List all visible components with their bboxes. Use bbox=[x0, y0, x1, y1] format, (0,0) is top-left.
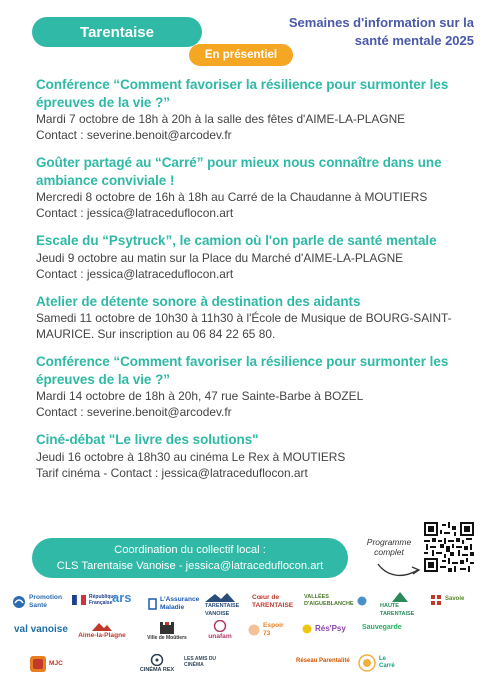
ars-logo bbox=[112, 590, 142, 605]
page-title bbox=[264, 14, 474, 50]
circle-mark-icon bbox=[357, 596, 367, 606]
logo-label: unafam bbox=[208, 633, 232, 640]
event-item bbox=[36, 431, 466, 481]
event-list bbox=[36, 76, 466, 492]
logo-label: Réseau Parentalité bbox=[296, 658, 350, 664]
logo-label: Ville de Moûtiers bbox=[147, 635, 187, 641]
savoie-logo bbox=[430, 594, 474, 606]
logo-label: VALLÉES D'AIGUEBLANCHE bbox=[304, 594, 354, 607]
haute-tarentaise-logo bbox=[380, 592, 420, 618]
espoir-73-logo bbox=[248, 622, 288, 637]
ville-de-moutiers-logo bbox=[142, 620, 192, 643]
event-item bbox=[36, 293, 466, 343]
logo-label: Rés'Psy bbox=[315, 624, 346, 634]
logo-label: Aime-la-Plagne bbox=[78, 632, 126, 639]
logo-label: TARENTAISE VANOISE bbox=[205, 603, 240, 617]
logo-label: Cœur de TARENTAISE bbox=[252, 594, 294, 609]
unafam-logo bbox=[200, 620, 240, 641]
event-contact[interactable]: Contact : severine.benoit@arcodev.fr bbox=[36, 128, 232, 142]
vallees-aigueblanche-logo bbox=[304, 594, 356, 607]
mjc-logo bbox=[30, 656, 74, 672]
region-badge: Tarentaise bbox=[32, 17, 202, 47]
event-item bbox=[36, 154, 466, 221]
reseau-parentalite-logo bbox=[296, 658, 350, 666]
event-contact[interactable]: Contact : severine.benoit@arcodev.fr bbox=[36, 405, 232, 419]
castle-icon bbox=[159, 620, 175, 634]
cinema-rex-logo bbox=[137, 654, 177, 675]
event-detail: Mardi 14 octobre de 18h à 20h, 47 rue Sainte-Barbe à BOZEL bbox=[36, 389, 364, 403]
event-item bbox=[36, 353, 466, 420]
event-detail: Mercredi 8 octobre de 16h à 18h au Carré de la Chaudanne à MOUTIERS bbox=[36, 190, 428, 204]
le-carre-logo bbox=[358, 654, 398, 672]
unafam-mark-icon bbox=[213, 620, 227, 632]
logo-label: ars bbox=[112, 590, 132, 605]
event-title: Escale du “Psytruck”, le camion où l'on parle de santé mentale bbox=[36, 233, 437, 248]
logo-label: L'Assurance Maladie bbox=[160, 596, 200, 611]
event-title: Atelier de détente sonore à destination des aidants bbox=[36, 293, 361, 309]
logo-label: Espoir 73 bbox=[263, 622, 284, 637]
val-vanoise-logo bbox=[14, 626, 70, 634]
event-detail: Mardi 7 octobre de 18h à 20h à la salle des fêtes d'AIME-LA-PLAGNE bbox=[36, 112, 406, 126]
event-title: Conférence “Comment favoriser la résilience pour surmonter les épreuves de la vie ?” bbox=[36, 77, 449, 110]
republique-francaise-logo bbox=[72, 594, 117, 606]
coordination-contact[interactable]: CLS Tarentaise Vanoise - jessica@latraceduflocon.art bbox=[56, 560, 324, 572]
event-contact[interactable]: Tarif cinéma - Contact : jessica@latraceduflocon.art bbox=[36, 465, 308, 480]
coeur-de-tarentaise-logo bbox=[252, 594, 300, 609]
res-psy-mark-icon bbox=[302, 624, 312, 634]
tarentaise-vanoise-logo bbox=[205, 592, 245, 618]
mountain-icon bbox=[205, 592, 235, 602]
coordination-label: Coordination du collectif local : bbox=[114, 544, 266, 556]
amis-du-cinema-logo bbox=[184, 656, 234, 668]
event-item bbox=[36, 232, 466, 282]
logo-label: Sauvegarde bbox=[362, 624, 402, 631]
event-title: Conférence “Comment favoriser la résilience pour surmonter les épreuves de la vie ?” bbox=[36, 354, 449, 387]
event-detail: Jeudi 9 octobre au matin sur la Place du Marché d'AIME-LA-PLAGNE bbox=[36, 250, 404, 265]
assurance-maladie-logo bbox=[148, 596, 200, 611]
aime-la-plagne-logo bbox=[78, 622, 126, 640]
page-title-line-2: santé mentale 2025 bbox=[354, 33, 474, 48]
savoie-mark-icon bbox=[430, 594, 442, 606]
format-badge: En présentiel bbox=[189, 44, 293, 66]
aime-la-plagne-mark-icon bbox=[92, 622, 112, 631]
promotion-sante-mark-icon bbox=[12, 595, 26, 609]
logo-label: val vanoise bbox=[14, 624, 68, 635]
event-detail: Jeudi 16 octobre à 18h30 au cinéma Le Rex à MOUTIERS bbox=[36, 449, 346, 464]
programme-label-line-2: complet bbox=[374, 547, 404, 557]
logo-label: MJC bbox=[49, 660, 63, 668]
assurance-maladie-mark-icon bbox=[148, 598, 157, 610]
sauvegarde-logo bbox=[362, 624, 414, 632]
film-reel-icon bbox=[150, 654, 164, 666]
espoir-mark-icon bbox=[248, 623, 260, 637]
page-title-line-1: Semaines d'information sur la bbox=[288, 15, 474, 30]
programme-label bbox=[360, 537, 418, 557]
programme-label-line-1: Programme bbox=[366, 537, 412, 547]
event-title: Ciné-débat "Le livre des solutions" bbox=[36, 432, 259, 447]
res-psy-logo bbox=[302, 624, 352, 634]
event-contact[interactable]: Contact : jessica@latraceduflocon.art bbox=[36, 206, 234, 220]
promotion-sante-logo bbox=[12, 594, 64, 609]
logo-label: Le Carré bbox=[379, 655, 395, 669]
logo-label: Savoie bbox=[445, 596, 465, 603]
event-item bbox=[36, 76, 466, 143]
qr-code-icon[interactable] bbox=[424, 522, 474, 572]
curved-arrow-icon bbox=[376, 560, 422, 580]
event-contact[interactable]: Contact : jessica@latraceduflocon.art bbox=[36, 266, 234, 281]
mjc-mark-icon bbox=[30, 656, 46, 672]
french-flag-icon bbox=[72, 595, 86, 605]
logo-label: HAUTE TARENTAISE bbox=[380, 603, 415, 617]
event-title: Goûter partagé au “Carré” pour mieux nous connaître dans une ambiance conviviale ! bbox=[36, 155, 442, 188]
event-detail: Samedi 11 octobre de 10h30 à 11h30 à l'École de Musique de BOURG-SAINT-MAURICE. Sur inscription au 06 84 22 65 80. bbox=[36, 311, 452, 341]
logo-label: LES AMIS DU CINÉMA bbox=[184, 656, 217, 668]
logo-label: CINÉMA REX bbox=[139, 667, 175, 673]
partner-logos bbox=[12, 590, 482, 694]
coordination-banner bbox=[32, 538, 348, 578]
le-carre-mark-icon bbox=[358, 654, 376, 672]
peak-icon bbox=[392, 592, 408, 602]
logo-label: Promotion Santé bbox=[29, 594, 62, 609]
logo-label: République Française bbox=[89, 594, 117, 606]
